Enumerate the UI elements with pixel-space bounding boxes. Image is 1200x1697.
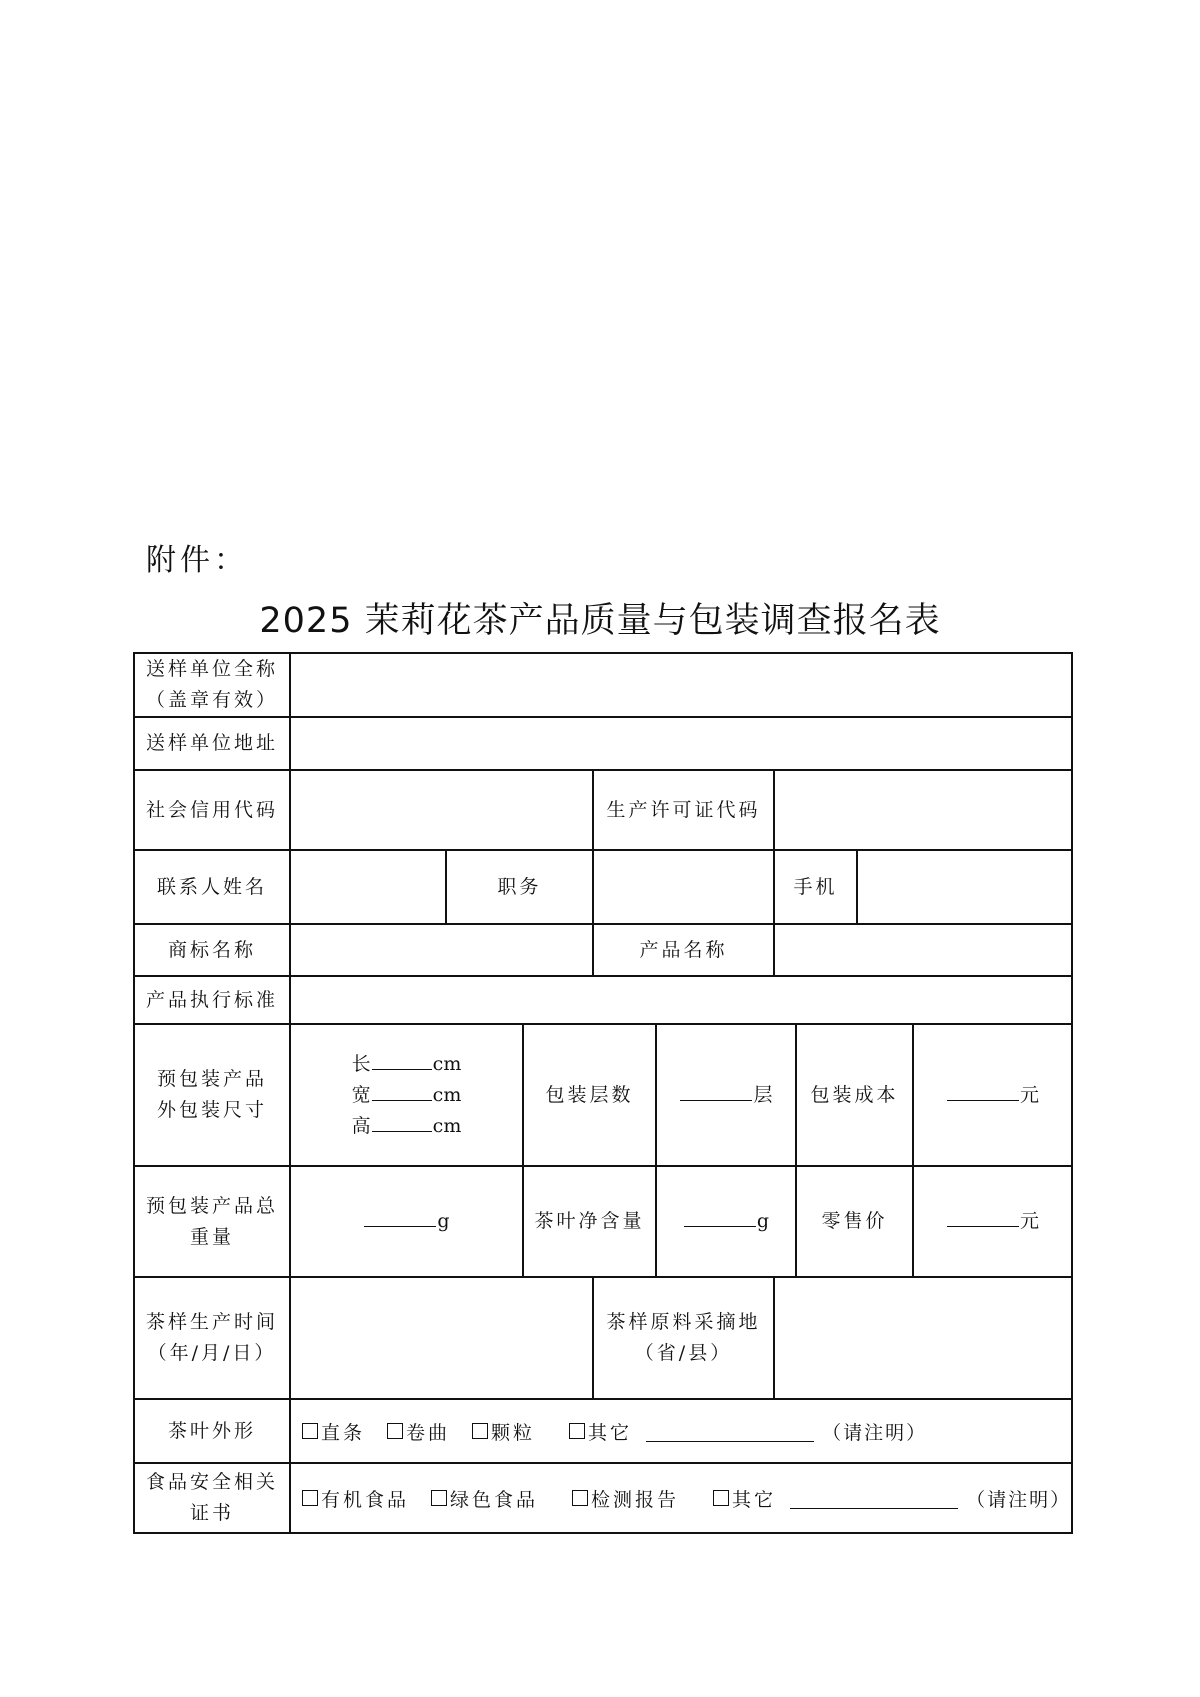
cert-option-label: 绿色食品 — [450, 1488, 539, 1511]
cert-label-line2: 证书 — [189, 1502, 234, 1524]
shape-option-label: 直条 — [321, 1421, 366, 1444]
credit-code-label-text: 社会信用代码 — [145, 798, 278, 821]
unit-address-field[interactable] — [291, 718, 1071, 769]
layers-label — [524, 1025, 655, 1165]
width-unit: cm — [432, 1083, 462, 1106]
checkbox-icon[interactable] — [302, 1490, 318, 1506]
height-line — [352, 1111, 462, 1142]
mobile-field[interactable] — [858, 851, 1071, 923]
size-field[interactable] — [291, 1025, 522, 1165]
unit-name-field[interactable] — [291, 654, 1071, 716]
cert-specify-note: （请注明） — [966, 1488, 1072, 1511]
pack-cost-field[interactable] — [914, 1025, 1071, 1165]
license-code-label-text: 生产许可证代码 — [606, 798, 761, 821]
shape-options — [302, 1400, 927, 1462]
weight-blank[interactable] — [364, 1206, 436, 1227]
weight-label-line2: 重量 — [189, 1225, 234, 1248]
net-content-unit: g — [756, 1210, 770, 1232]
shape-label-text: 茶叶外形 — [167, 1419, 256, 1442]
attachment-label: 附件： — [146, 543, 248, 578]
cert-option-organic[interactable] — [302, 1485, 409, 1512]
retail-price-unit: 元 — [1019, 1210, 1039, 1232]
retail-price-label — [797, 1167, 912, 1276]
cert-option-label: 有机食品 — [321, 1488, 410, 1511]
shape-option-curled[interactable] — [387, 1418, 450, 1445]
net-content-field[interactable] — [657, 1167, 795, 1276]
credit-code-label — [135, 771, 289, 849]
width-line — [352, 1080, 462, 1111]
contact-name-label-text: 联系人姓名 — [156, 875, 267, 898]
credit-code-field[interactable] — [291, 771, 592, 849]
weight-line — [363, 1206, 449, 1237]
prod-time-label — [135, 1278, 289, 1398]
product-name-label-text: 产品名称 — [639, 938, 728, 961]
size-label-line2: 外包装尺寸 — [156, 1099, 267, 1121]
layers-unit: 层 — [753, 1083, 773, 1106]
cert-option-label: 检测报告 — [591, 1488, 680, 1511]
net-content-line — [683, 1206, 769, 1237]
layers-field[interactable] — [657, 1025, 795, 1165]
width-label: 宽 — [351, 1083, 371, 1106]
length-blank[interactable] — [372, 1049, 432, 1070]
pack-cost-label — [797, 1025, 912, 1165]
pack-cost-line — [946, 1080, 1039, 1111]
retail-price-field[interactable] — [914, 1167, 1071, 1276]
layers-blank[interactable] — [680, 1080, 752, 1101]
unit-name-label — [135, 654, 289, 716]
origin-label — [594, 1278, 773, 1398]
origin-label-line1: 茶样原料采摘地 — [606, 1311, 761, 1333]
brand-field[interactable] — [291, 925, 592, 975]
net-content-label-text: 茶叶净含量 — [534, 1210, 645, 1232]
brand-label — [135, 925, 289, 975]
unit-name-label-line2: （盖章有效） — [145, 689, 278, 711]
position-label-text: 职务 — [497, 875, 542, 898]
unit-address-label-text: 送样单位地址 — [145, 732, 278, 754]
shape-option-label: 卷曲 — [406, 1421, 451, 1444]
contact-name-field[interactable] — [291, 851, 445, 923]
pack-cost-label-text: 包装成本 — [810, 1083, 899, 1106]
width-blank[interactable] — [372, 1080, 432, 1101]
pack-cost-unit: 元 — [1019, 1083, 1039, 1106]
retail-price-label-text: 零售价 — [821, 1210, 888, 1232]
checkbox-icon[interactable] — [572, 1490, 588, 1506]
unit-name-label-line1: 送样单位全称 — [145, 658, 278, 680]
height-unit: cm — [432, 1114, 462, 1137]
shape-label — [135, 1400, 289, 1462]
brand-label-text: 商标名称 — [167, 938, 256, 961]
retail-price-blank[interactable] — [947, 1206, 1019, 1227]
shape-option-other[interactable] — [569, 1418, 632, 1445]
size-label-line1: 预包装产品 — [156, 1068, 267, 1090]
pack-cost-blank[interactable] — [947, 1080, 1019, 1101]
size-label — [135, 1025, 289, 1165]
layers-label-text: 包装层数 — [545, 1083, 634, 1106]
checkbox-icon[interactable] — [472, 1423, 488, 1439]
table-rule — [133, 1532, 1073, 1534]
checkbox-icon[interactable] — [569, 1423, 585, 1439]
cert-option-test-report[interactable] — [572, 1485, 679, 1512]
shape-option-granule[interactable] — [472, 1418, 535, 1445]
product-name-label — [594, 925, 773, 975]
shape-option-label: 其它 — [588, 1421, 633, 1444]
cert-label — [135, 1464, 289, 1532]
shape-other-blank[interactable] — [646, 1421, 814, 1442]
origin-field[interactable] — [775, 1278, 1071, 1398]
prod-time-label-line2: （年/月/日） — [147, 1342, 277, 1364]
prod-time-label-line1: 茶样生产时间 — [145, 1311, 278, 1333]
cert-label-line1: 食品安全相关 — [145, 1471, 278, 1493]
table-rule — [1071, 652, 1073, 1534]
shape-specify-note: （请注明） — [822, 1421, 928, 1444]
height-label: 高 — [351, 1114, 371, 1137]
weight-label-line1: 预包装产品总 — [145, 1194, 278, 1217]
origin-label-line2: （省/县） — [634, 1342, 733, 1364]
checkbox-icon[interactable] — [302, 1423, 318, 1439]
standard-label-text: 产品执行标准 — [145, 988, 278, 1011]
cert-option-green[interactable] — [431, 1485, 538, 1512]
weight-field[interactable] — [291, 1167, 522, 1276]
license-code-field[interactable] — [775, 771, 1071, 849]
retail-price-line — [946, 1206, 1039, 1237]
cert-option-other[interactable] — [713, 1485, 776, 1512]
cert-options — [302, 1464, 1071, 1532]
contact-name-label — [135, 851, 289, 923]
shape-option-label: 颗粒 — [491, 1421, 536, 1444]
prod-time-field[interactable] — [291, 1278, 592, 1398]
layers-line — [679, 1080, 772, 1111]
mobile-label — [775, 851, 856, 923]
height-blank[interactable] — [372, 1111, 432, 1132]
weight-label — [135, 1167, 289, 1276]
cert-option-label: 其它 — [732, 1488, 777, 1511]
standard-field[interactable] — [291, 977, 1071, 1023]
position-field[interactable] — [594, 851, 773, 923]
product-name-field[interactable] — [775, 925, 1071, 975]
license-code-label — [594, 771, 773, 849]
checkbox-icon[interactable] — [713, 1490, 729, 1506]
unit-address-label — [135, 718, 289, 769]
position-label — [447, 851, 592, 923]
net-content-label — [524, 1167, 655, 1276]
length-label: 长 — [351, 1052, 371, 1075]
form-title: 2025 茉莉花茶产品质量与包装调查报名表 — [259, 601, 941, 641]
shape-option-straight[interactable] — [302, 1418, 365, 1445]
standard-label — [135, 977, 289, 1023]
length-unit: cm — [432, 1052, 462, 1075]
cert-other-blank[interactable] — [790, 1488, 958, 1509]
checkbox-icon[interactable] — [387, 1423, 403, 1439]
weight-unit: g — [437, 1210, 450, 1232]
mobile-label-text: 手机 — [793, 875, 838, 898]
length-line — [352, 1049, 462, 1080]
net-content-blank[interactable] — [684, 1206, 756, 1227]
checkbox-icon[interactable] — [431, 1490, 447, 1506]
